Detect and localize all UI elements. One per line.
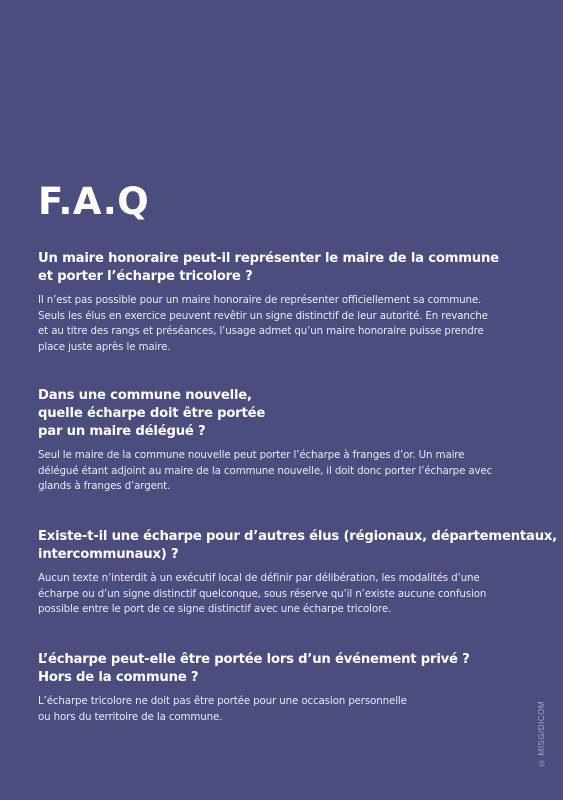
- faq-question-line: Hors de la commune ?: [38, 670, 199, 685]
- faq-item: [38, 250, 528, 355]
- faq-answer-line: Aucun texte n’interdit à un exécutif local de définir par délibération, les modalités d’une: [38, 572, 480, 584]
- faq-answer-line: Il n’est pas possible pour un maire honoraire de représenter officiellement sa commune.: [38, 294, 482, 306]
- faq-question-line: Dans une commune nouvelle,: [38, 388, 252, 403]
- faq-item: [38, 528, 557, 618]
- faq-question-line: L’écharpe peut-elle être portée lors d’un événement privé ?: [38, 652, 470, 667]
- faq-question-line: intercommunaux) ?: [38, 547, 179, 562]
- faq-question: [38, 528, 557, 564]
- faq-answer-line: écharpe ou d’un signe distinctif quelconque, sous réserve qu’il n’existe aucune confusion: [38, 587, 487, 600]
- copyright-credit: © MISG/DICOM: [537, 701, 546, 768]
- faq-question-line: par un maire délégué ?: [38, 424, 206, 439]
- faq-answer-line: Seul le maire de la commune nouvelle peut porter l’écharpe à franges d’or. Un maire: [38, 449, 465, 461]
- faq-answer: [38, 571, 528, 618]
- faq-question: [38, 651, 528, 687]
- faq-answer-line: et au titre des rangs et préséances, l’usage admet qu’un maire honoraire puisse prendre: [38, 325, 484, 337]
- faq-answer-line: L’écharpe tricolore ne doit pas être portée pour une occasion personnelle: [38, 695, 407, 707]
- faq-question-line: quelle écharpe doit être portée: [38, 406, 266, 421]
- faq-answer: [38, 448, 528, 495]
- faq-question: [38, 250, 528, 286]
- faq-item: [38, 387, 528, 495]
- faq-answer-line: Seuls les élus en exercice peuvent revêtir un signe distinctif de leur autorité. En revanche: [38, 309, 488, 322]
- faq-question: [38, 387, 528, 441]
- faq-answer-line: possible entre le port de ce signe distinctif avec une écharpe tricolore.: [38, 603, 392, 615]
- faq-item: [38, 651, 528, 725]
- faq-question-line: et porter l’écharpe tricolore ?: [38, 269, 253, 284]
- faq-question-line: Existe-t-il une écharpe pour d’autres élus (régionaux, départementaux,: [38, 529, 557, 544]
- page-title: F.A.Q: [38, 180, 150, 223]
- faq-answer: [38, 694, 528, 725]
- faq-answer-line: place juste après le maire.: [38, 340, 171, 353]
- faq-answer: [38, 293, 528, 355]
- faq-answer-line: délégué étant adjoint au maire de la commune nouvelle, il doit donc porter l’écharpe avec: [38, 464, 493, 477]
- faq-answer-line: glands à franges d’argent.: [38, 480, 171, 492]
- faq-answer-line: ou hors du territoire de la commune.: [38, 710, 223, 723]
- faq-question-line: Un maire honoraire peut-il représenter le maire de la commune: [38, 251, 499, 266]
